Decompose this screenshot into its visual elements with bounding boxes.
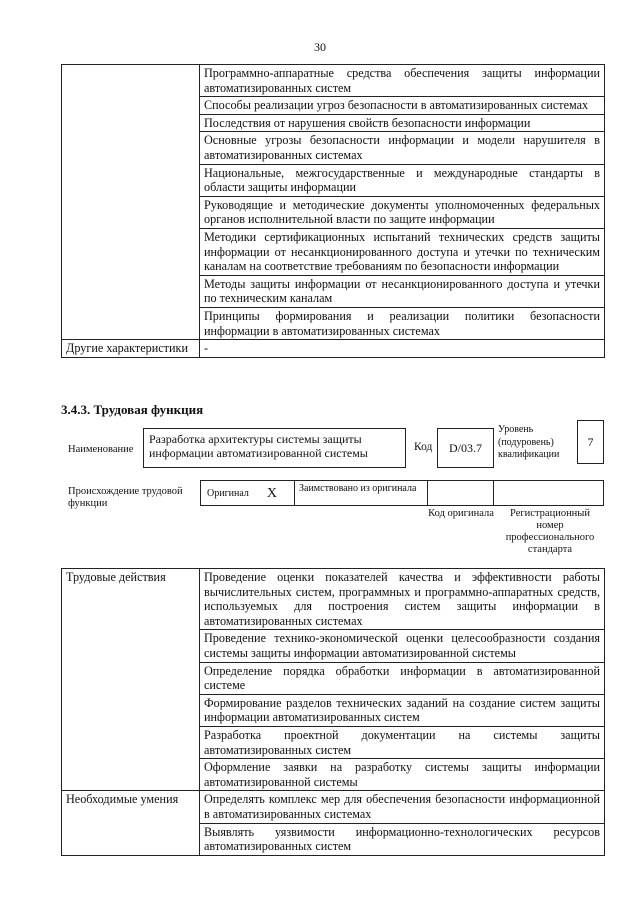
level-label: Уровень (подуровень) квалификации	[498, 424, 560, 460]
original-mark: X	[266, 485, 278, 501]
origin-label: Происхождение трудовой функции	[68, 486, 183, 509]
function-name-box: Разработка архитектуры системы защиты информации автоматизированной системы	[143, 428, 406, 468]
action-item: Определение порядка обработки информации в автоматизированной системе	[200, 662, 605, 694]
table-row	[62, 569, 605, 630]
table-row	[62, 65, 605, 97]
knowledge-item: Последствия от нарушения свойств безопасности информации	[200, 114, 605, 132]
knowledge-item: Методики сертификационных испытаний технических средств защиты информации от несанкционированного доступа и утечки по техническим каналам на соответствие требованиям по безопасности информации	[200, 228, 605, 275]
original-code-label: Код оригинала	[428, 508, 494, 519]
knowledge-item: Национальные, межгосударственные и международные стандарты в области защиты информации	[200, 164, 605, 196]
knowledge-item: Принципы формирования и реализации политики безопасности информации в автоматизированных системах	[200, 307, 605, 339]
actions-label: Трудовые действия	[62, 569, 200, 791]
original-label: Оригинал	[207, 487, 249, 499]
borrowed-cell: Заимствовано из оригинала	[295, 480, 428, 506]
action-item: Проведение технико-экономической оценки целесообразности создания системы защиты информации автоматизированной системы	[200, 630, 605, 662]
level-value-box: 7	[577, 420, 604, 464]
knowledge-table	[61, 64, 605, 358]
knowledge-item: Программно-аппаратные средства обеспечения защиты информации автоматизированных систем	[200, 65, 605, 97]
skill-item: Выявлять уязвимости информационно-технологических ресурсов автоматизированных систем	[200, 823, 605, 855]
original-cell	[200, 480, 295, 506]
name-label: Наименование	[68, 444, 134, 455]
table-row	[62, 791, 605, 823]
knowledge-label-cell	[62, 65, 200, 340]
page-number: 30	[314, 40, 326, 54]
reg-number-label: Регистрационный номер профессионального стандарта	[505, 508, 595, 555]
action-item: Формирование разделов технических заданий на создание систем защиты информации автоматизированных систем	[200, 694, 605, 726]
original-code-cell	[428, 480, 494, 506]
reg-number-cell	[494, 480, 604, 506]
action-item: Проведение оценки показателей качества и эффективности работы вычислительных систем, программных и программно-аппаратных средств, используемых для построения систем защиты информации в автоматизированных системах	[200, 569, 605, 630]
function-table	[61, 568, 605, 856]
other-characteristics-label: Другие характеристики	[62, 340, 200, 358]
action-item: Разработка проектной документации на системы защиты автоматизированных систем	[200, 726, 605, 758]
skill-item: Определять комплекс мер для обеспечения безопасности информационной в автоматизированных системах	[200, 791, 605, 823]
table-row	[62, 340, 605, 358]
knowledge-item: Методы защиты информации от несанкционированного доступа и утечки по техническим каналам	[200, 275, 605, 307]
code-label: Код	[414, 441, 433, 453]
knowledge-item: Способы реализации угроз безопасности в автоматизированных системах	[200, 97, 605, 115]
other-characteristics-value: -	[200, 340, 605, 358]
action-item: Оформление заявки на разработку системы защиты информации автоматизированной системы	[200, 759, 605, 791]
origin-row	[200, 480, 604, 506]
section-heading: 3.4.3. Трудовая функция	[61, 402, 204, 417]
skills-label: Необходимые умения	[62, 791, 200, 855]
function-code-box: D/03.7	[437, 428, 494, 468]
knowledge-item: Руководящие и методические документы уполномоченных федеральных органов исполнительной власти по защите информации	[200, 196, 605, 228]
knowledge-item: Основные угрозы безопасности информации и модели нарушителя в автоматизированных системах	[200, 132, 605, 164]
